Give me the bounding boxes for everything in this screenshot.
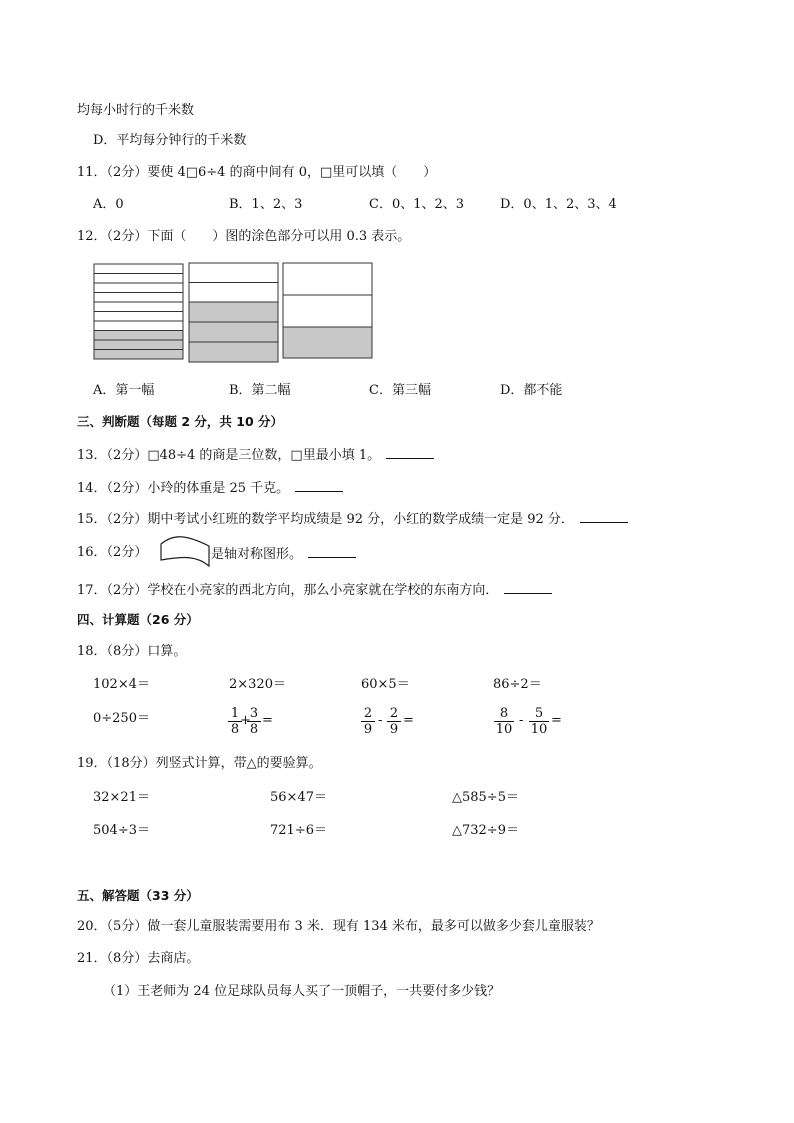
q19-stem: 19．（18分）列竖式计算，带△的要验算。 bbox=[77, 756, 322, 771]
q11-option-c: C．0、1、2、3 bbox=[369, 197, 465, 212]
q18-item-1: 102×4＝ bbox=[93, 677, 150, 692]
q19-item-5: 721÷6＝ bbox=[270, 823, 327, 838]
section-3-heading: 三、判断题（每题 2 分，共 10 分） bbox=[77, 414, 284, 429]
q12-option-d: D．都不能 bbox=[500, 383, 563, 398]
q12-figure-2 bbox=[188, 262, 280, 363]
fraction: 2 9 bbox=[387, 706, 401, 737]
fraction: 3 8 bbox=[247, 706, 261, 737]
q18-item-5: 0÷250＝ bbox=[93, 711, 150, 726]
q10-continuation: 均每小时行的千米数 bbox=[77, 103, 195, 118]
q19-item-6: △732÷9＝ bbox=[452, 823, 519, 838]
q17-text: 17．（2分）学校在小亮家的西北方向，那么小亮家就在学校的东南方向． bbox=[77, 583, 499, 598]
equals-sign: = bbox=[403, 713, 414, 728]
q18-item-2: 2×320＝ bbox=[229, 677, 286, 692]
q12-option-b: B．第二幅 bbox=[229, 383, 291, 398]
fraction: 5 10 bbox=[530, 706, 548, 737]
q16 bbox=[211, 545, 356, 563]
q19-item-3: △585÷5＝ bbox=[452, 790, 519, 805]
q12-option-a: A．第一幅 bbox=[93, 383, 155, 398]
fraction: 2 9 bbox=[361, 706, 375, 737]
q11-stem: 11．（2分）要使 4□6÷4 的商中间有 0，□里可以填（ ） bbox=[77, 165, 437, 180]
q10-option-d: D．平均每分钟行的千米数 bbox=[93, 133, 247, 148]
q14-answer-blank[interactable] bbox=[295, 479, 343, 492]
fraction: 1 8 bbox=[228, 706, 242, 737]
q11-option-b: B．1、2、3 bbox=[229, 197, 303, 212]
q15-text: 15．（2分）期中考试小红班的数学平均成绩是 92 分，小红的数学成绩一定是 92 分． bbox=[77, 512, 574, 527]
minus-sign: - bbox=[378, 713, 383, 728]
q17-answer-blank[interactable] bbox=[504, 581, 552, 594]
q16-wave-flag-figure bbox=[159, 536, 211, 568]
section-5-heading: 五、解答题（33 分） bbox=[77, 888, 199, 903]
q12-figure-2-shaded bbox=[189, 302, 278, 362]
q20: 20．（5分）做一套儿童服装需要用布 3 米．现有 134 米布，最多可以做多少套儿童服装？ bbox=[77, 919, 600, 934]
q19-item-1: 32×21＝ bbox=[93, 790, 150, 805]
q21-sub-1: （1）王老师为 24 位足球队员每人买了一顶帽子，一共要付多少钱？ bbox=[103, 984, 501, 999]
q16-answer-blank[interactable] bbox=[308, 545, 356, 558]
equals-sign: = bbox=[551, 713, 562, 728]
q12-stem: 12．（2分）下面（ ）图的涂色部分可以用 0.3 表示。 bbox=[77, 229, 411, 244]
q13-text: 13．（2分）□48÷4 的商是三位数，□里最小填 1。 bbox=[77, 448, 381, 463]
q12-figure-3-shaded bbox=[283, 327, 372, 358]
q13 bbox=[77, 446, 434, 464]
q16-number: 16．（2分） bbox=[77, 545, 148, 560]
q12-option-c: C．第三幅 bbox=[369, 383, 431, 398]
q18-item-3: 60×5＝ bbox=[361, 677, 410, 692]
q15 bbox=[77, 510, 628, 528]
q11-option-a: A．0 bbox=[93, 197, 124, 212]
section-4-heading: 四、计算题（26 分） bbox=[77, 612, 199, 627]
minus-sign: - bbox=[519, 713, 524, 728]
q21-stem: 21．（8分）去商店。 bbox=[77, 951, 200, 966]
q18-stem: 18．（8分）口算。 bbox=[77, 644, 187, 659]
equals-sign: = bbox=[262, 713, 273, 728]
q19-item-4: 504÷3＝ bbox=[93, 823, 150, 838]
q12-figure-3 bbox=[282, 262, 374, 360]
q13-answer-blank[interactable] bbox=[386, 446, 434, 459]
q14-text: 14．（2分）小玲的体重是 25 千克。 bbox=[77, 481, 290, 496]
q12-figure-1-shaded bbox=[94, 331, 183, 360]
q17 bbox=[77, 581, 552, 599]
fraction: 8 10 bbox=[495, 706, 513, 737]
plus-sign: + bbox=[240, 713, 251, 728]
q19-item-2: 56×47＝ bbox=[270, 790, 327, 805]
q15-answer-blank[interactable] bbox=[580, 510, 628, 523]
q11-option-d: D．0、1、2、3、4 bbox=[500, 197, 617, 212]
q14 bbox=[77, 479, 343, 497]
q12-figure-1 bbox=[93, 263, 185, 361]
q16-text: 是轴对称图形。 bbox=[211, 547, 303, 562]
q18-item-4: 86÷2＝ bbox=[493, 677, 542, 692]
